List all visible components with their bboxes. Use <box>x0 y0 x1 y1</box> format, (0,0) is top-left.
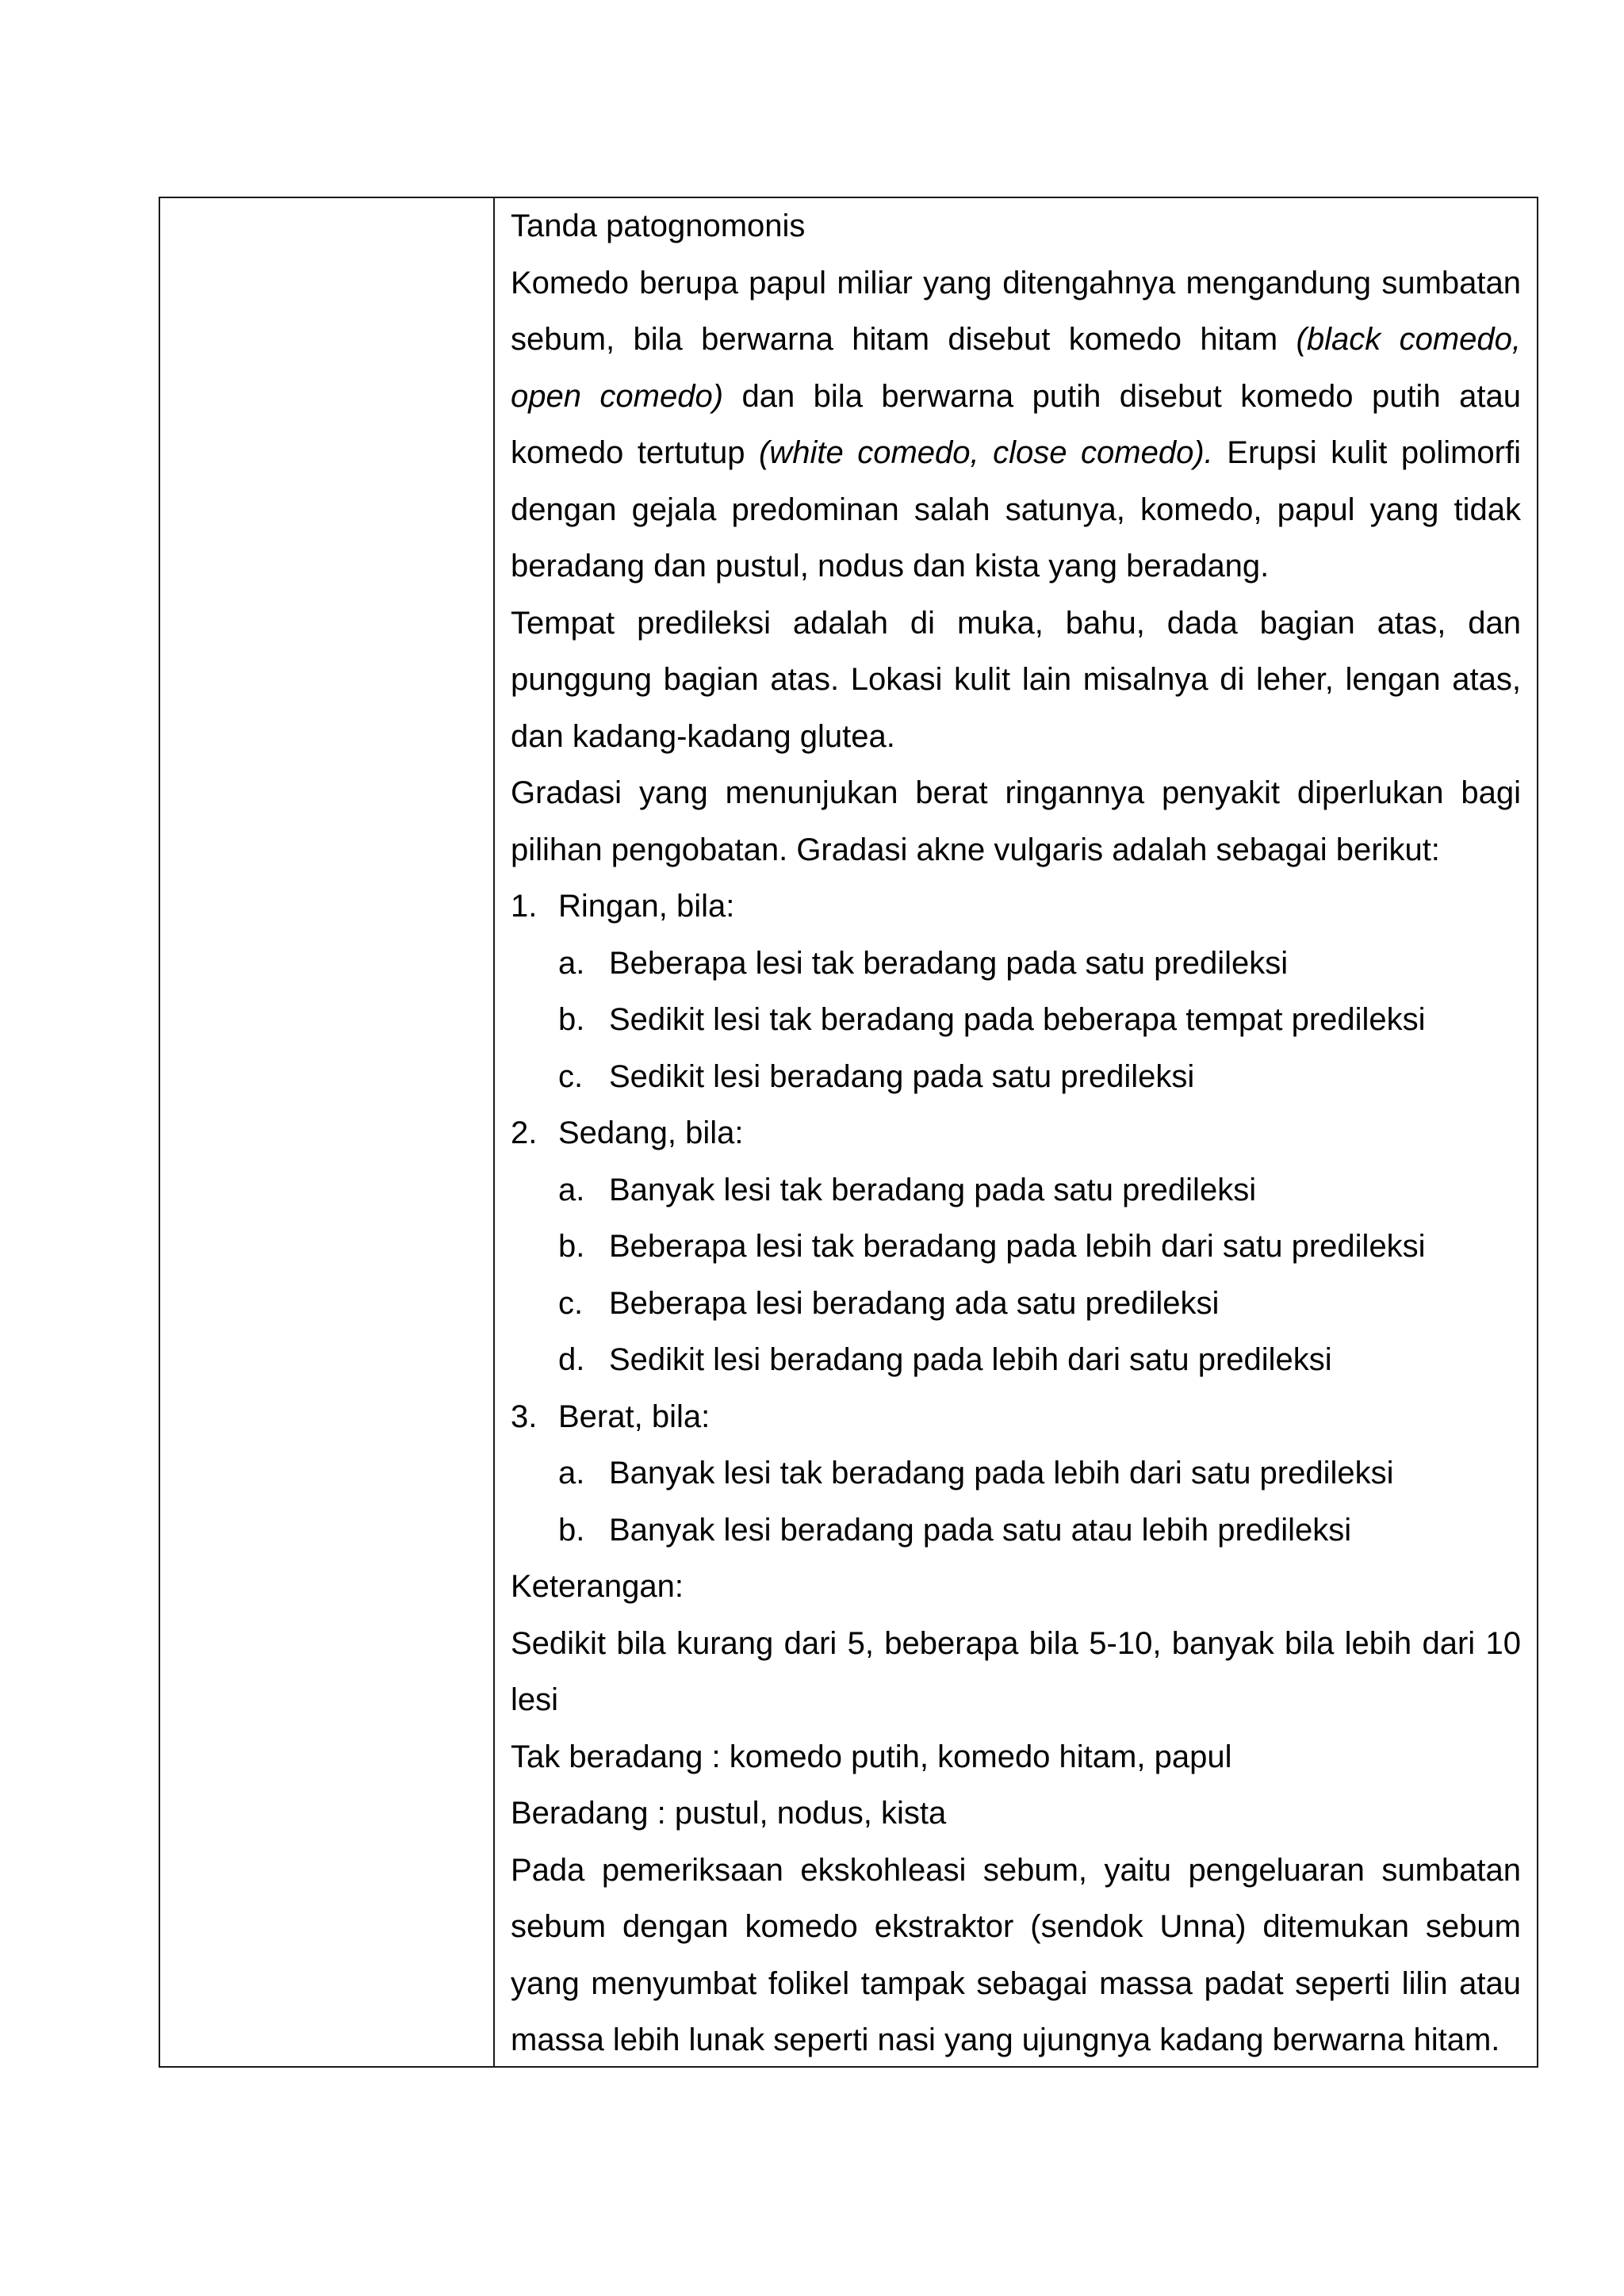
paragraph-line: open comedo) dan bila berwarna putih disebut komedo putih atau <box>511 378 1521 414</box>
notes-heading: Keterangan: <box>511 1569 684 1604</box>
content-table <box>159 197 1538 2068</box>
section-heading: Tanda patognomonis <box>511 209 806 243</box>
paragraph-line: sebum, bila berwarna hitam disebut komedo hitam (black comedo, <box>511 322 1521 357</box>
grade-label: Berat, bila: <box>558 1399 710 1434</box>
notes-line: Sedikit bila kurang dari 5, beberapa bila 5-10, banyak bila lebih dari 10 <box>511 1625 1521 1661</box>
grade-criteria-list <box>511 1445 1521 1559</box>
paragraph-ekskohleasi <box>511 1843 1521 2069</box>
grade-list <box>511 878 1521 1559</box>
grade-item <box>511 878 1521 1105</box>
grade-item <box>511 1389 1521 1559</box>
grade-criteria-list <box>511 936 1521 1106</box>
paragraph-gradasi <box>511 765 1521 878</box>
paragraph-line: dan kadang-kadang glutea. <box>511 718 895 754</box>
grade-item <box>511 1105 1521 1389</box>
paragraph-komedo <box>511 255 1521 595</box>
paragraph-line: punggung bagian atas. Lokasi kulit lain misalnya di leher, lengan atas, <box>511 662 1521 697</box>
paragraph-predileksi <box>511 595 1521 766</box>
criteria-item: d. Sedikit lesi beradang pada lebih dari satu predileksi <box>558 1342 1332 1377</box>
italic-term: open comedo) <box>511 378 724 414</box>
criteria-item: a. Beberapa lesi tak beradang pada satu predileksi <box>558 945 1289 981</box>
paragraph-line: massa lebih lunak seperti nasi yang ujungnya kadang berwarna hitam. <box>511 2022 1500 2057</box>
notes-section <box>511 1559 1521 1843</box>
grade-criteria-list <box>511 1162 1521 1389</box>
grade-label: Ringan, bila: <box>558 889 735 924</box>
criteria-item: a. Banyak lesi tak beradang pada satu predileksi <box>558 1172 1257 1207</box>
criteria-item: a. Banyak lesi tak beradang pada lebih dari satu predileksi <box>558 1456 1394 1490</box>
paragraph-line: yang menyumbat folikel tampak sebagai massa padat seperti lilin atau <box>511 1965 1521 2001</box>
grade-number: 3. <box>511 1399 538 1434</box>
paragraph-line: Pada pemeriksaan ekskohleasi sebum, yaitu pengeluaran sumbatan <box>511 1852 1521 1888</box>
grade-label: Sedang, bila: <box>558 1115 744 1150</box>
table-left-column <box>160 198 495 2066</box>
notes-line: Beradang : pustul, nodus, kista <box>511 1796 947 1831</box>
italic-term: (black comedo, <box>1296 322 1521 357</box>
notes-line: lesi <box>511 1682 559 1717</box>
criteria-item: c. Sedikit lesi beradang pada satu predileksi <box>558 1058 1195 1094</box>
grade-number: 1. <box>511 889 538 924</box>
paragraph-line: sebum dengan komedo ekstraktor (sendok Unna) ditemukan sebum <box>511 1909 1521 1944</box>
criteria-item: c. Beberapa lesi beradang ada satu predileksi <box>558 1285 1220 1321</box>
paragraph-line: Tempat predileksi adalah di muka, bahu, dada bagian atas, dan <box>511 605 1521 641</box>
grade-number: 2. <box>511 1115 538 1150</box>
paragraph-line: Gradasi yang menunjukan berat ringannya penyakit diperlukan bagi <box>511 775 1521 810</box>
paragraph-line: Komedo berupa papul miliar yang ditengahnya mengandung sumbatan <box>511 265 1521 300</box>
criteria-item: b. Beberapa lesi tak beradang pada lebih dari satu predileksi <box>558 1229 1426 1264</box>
notes-line: Tak beradang : komedo putih, komedo hitam, papul <box>511 1739 1232 1774</box>
paragraph-line: beradang dan pustul, nodus dan kista yang beradang. <box>511 549 1270 584</box>
italic-term: (white comedo, close comedo). <box>758 435 1213 470</box>
paragraph-line: dengan gejala predominan salah satunya, komedo, papul yang tidak <box>511 492 1521 527</box>
criteria-item: b. Sedikit lesi tak beradang pada beberapa tempat predileksi <box>558 1002 1426 1037</box>
table-right-column <box>495 198 1537 2066</box>
paragraph-line: komedo tertutup (white comedo, close comedo). Erupsi kulit polimorfi <box>511 435 1521 470</box>
paragraph-line: pilihan pengobatan. Gradasi akne vulgaris adalah sebagai berikut: <box>511 832 1440 867</box>
criteria-item: b. Banyak lesi beradang pada satu atau lebih predileksi <box>558 1512 1352 1548</box>
